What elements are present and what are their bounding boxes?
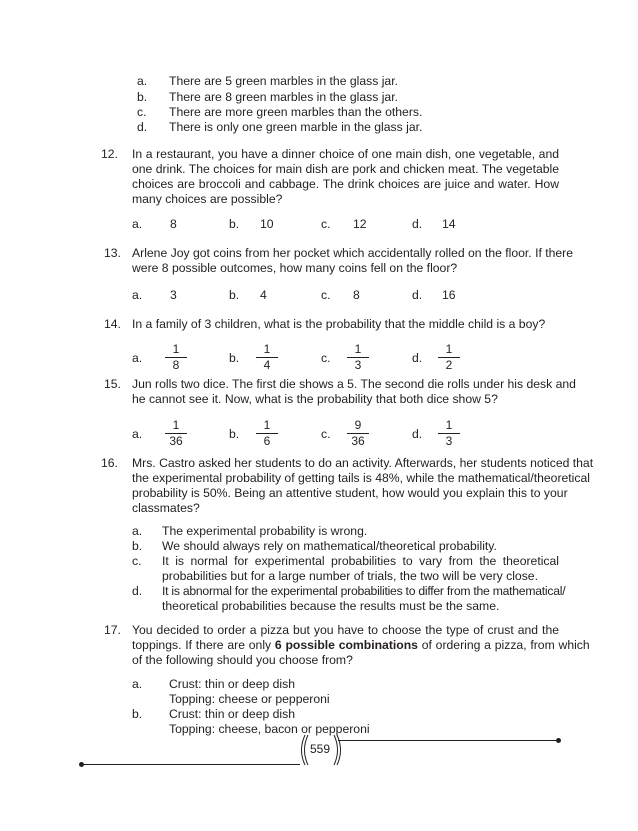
q16-option-d-line-2: theoretical probabilities because the results must be the same. (162, 599, 500, 613)
q14-option-a-denominator: 8 (172, 358, 180, 372)
q13-option-a-letter: a. (132, 288, 143, 302)
q11-option-c-text: There are more green marbles than the others. (169, 105, 423, 119)
q13-option-a-value: 3 (170, 288, 177, 302)
q17-line-3: of the following should you choose from? (132, 653, 353, 667)
q15-option-c-denominator: 36 (351, 434, 365, 448)
q15-option-a-numerator: 1 (165, 419, 187, 434)
q16-number: 16. (101, 456, 118, 470)
q13-option-b-letter: b. (229, 288, 240, 302)
q14-option-d-fraction (438, 343, 460, 372)
q16-option-c-line-2: probabilities but for a large number of trials, the two will be very close. (162, 569, 538, 583)
q15-option-a-denominator: 36 (169, 434, 183, 448)
q13-option-c-value: 8 (353, 288, 360, 302)
q12-line-4: many choices are possible? (132, 192, 283, 206)
footer-rule-right (338, 740, 558, 741)
q16-option-d-line-1: It is abnormal for the experimental probabilities to differ from the mathematical/ (162, 584, 566, 598)
q12-option-b-value: 10 (260, 217, 274, 231)
q15-option-b-numerator: 1 (256, 419, 278, 434)
q17-line-2-end: of ordering a pizza, from which (417, 638, 590, 652)
q16-option-b-letter: b. (132, 539, 143, 553)
q17-number: 17. (104, 623, 121, 637)
q12-line-2: one drink. The choices for main dish are pork and chicken meat. The vegetable (132, 162, 559, 176)
q16-option-c-line-1: It is normal for experimental probabilities to vary from the theoretical (162, 554, 559, 568)
q15-option-b-denominator: 6 (263, 434, 271, 448)
q15-number: 15. (104, 377, 121, 391)
q15-option-b-fraction (256, 419, 278, 448)
q16-line-1: Mrs. Castro asked her students to do an activity. Afterwards, her students noticed that (132, 456, 594, 470)
q17-option-a-crust: Crust: thin or deep dish (169, 677, 296, 691)
q11-option-b-text: There are 8 green marbles in the glass jar. (169, 90, 398, 104)
q17-option-a-letter: a. (132, 677, 143, 691)
q15-option-d-numerator: 1 (438, 419, 460, 434)
q15-line-1: Jun rolls two dice. The first die shows a 5. The second die rolls under his desk and (132, 377, 576, 391)
q13-number: 13. (104, 246, 121, 260)
q12-option-c-value: 12 (353, 217, 367, 231)
q17-line-2 (132, 638, 590, 653)
q12-option-b-letter: b. (229, 217, 240, 231)
q14-option-b-letter: b. (229, 351, 240, 365)
q12-line-1: In a restaurant, you have a dinner choice of one main dish, one vegetable, and (132, 147, 559, 161)
q16-line-4: classmates? (132, 501, 200, 515)
q15-option-a-letter: a. (132, 427, 143, 441)
q15-option-c-fraction (347, 419, 369, 448)
q11-option-a-letter: a. (137, 74, 148, 88)
q14-option-c-letter: c. (321, 351, 331, 365)
q12-option-c-letter: c. (321, 217, 331, 231)
q16-line-2: the experimental probability of getting tails is 48%, while the mathematical/theoretical (132, 471, 590, 485)
q16-option-a-letter: a. (132, 524, 143, 538)
q14-text: In a family of 3 children, what is the probability that the middle child is a boy? (132, 317, 546, 331)
q17-line-2-bold: 6 possible combinations (274, 638, 418, 652)
q14-option-a-fraction (165, 343, 187, 372)
q15-option-d-letter: d. (412, 427, 423, 441)
q15-option-d-fraction (438, 419, 460, 448)
q16-option-c-letter: c. (132, 554, 142, 568)
q12-number: 12. (101, 147, 118, 161)
q17-option-b-crust: Crust: thin or deep dish (169, 707, 296, 721)
q15-option-a-fraction (165, 419, 187, 448)
q17-line-2-start: toppings. If there are only (132, 638, 275, 652)
q11-option-b-letter: b. (137, 90, 148, 104)
q14-option-b-numerator: 1 (256, 343, 278, 358)
q12-option-d-letter: d. (412, 217, 423, 231)
q16-line-3: probability is 50%. Being an attentive student, how would you explain this to your (132, 486, 568, 500)
q13-line-2: were 8 possible outcomes, how many coins fell on the floor? (132, 261, 458, 275)
q11-option-d-letter: d. (137, 120, 148, 134)
q15-option-d-denominator: 3 (445, 434, 453, 448)
q16-option-b-line-1: We should always rely on mathematical/theoretical probability. (162, 539, 497, 553)
q12-option-a-value: 8 (170, 217, 177, 231)
q14-option-c-numerator: 1 (347, 343, 369, 358)
q17-option-b-letter: b. (132, 707, 143, 721)
q14-option-b-fraction (256, 343, 278, 372)
q15-line-2: he cannot see it. Now, what is the probability that both dice show 5? (132, 392, 498, 406)
q14-option-a-numerator: 1 (165, 343, 187, 358)
q14-option-b-denominator: 4 (263, 358, 271, 372)
q13-option-d-letter: d. (412, 288, 423, 302)
q17-line-1: You decided to order a pizza but you have to choose the type of crust and the (132, 623, 559, 637)
q12-option-a-letter: a. (132, 217, 143, 231)
q13-option-d-value: 16 (442, 288, 456, 302)
q15-option-c-numerator: 9 (347, 419, 369, 434)
q16-option-d-letter: d. (132, 584, 143, 598)
footer-dot-left (79, 762, 84, 767)
q15-option-b-letter: b. (229, 427, 240, 441)
q11-option-a-text: There are 5 green marbles in the glass jar. (169, 74, 398, 88)
q14-option-d-numerator: 1 (438, 343, 460, 358)
q14-option-d-denominator: 2 (445, 358, 453, 372)
footer-rule-left (82, 764, 300, 765)
q16-option-a-line-1: The experimental probability is wrong. (162, 524, 368, 538)
q11-option-c-letter: c. (137, 105, 147, 119)
q13-option-c-letter: c. (321, 288, 331, 302)
page-number: 559 (309, 742, 331, 756)
q11-option-d-text: There is only one green marble in the glass jar. (169, 120, 423, 134)
q15-option-c-letter: c. (321, 427, 331, 441)
q14-option-c-fraction (347, 343, 369, 372)
q14-option-c-denominator: 3 (354, 358, 362, 372)
q12-option-d-value: 14 (442, 217, 456, 231)
q17-option-b-topping: Topping: cheese, bacon or pepperoni (169, 722, 370, 736)
q14-option-a-letter: a. (132, 351, 143, 365)
q13-line-1: Arlene Joy got coins from her pocket which accidentally rolled on the floor. If there (132, 246, 574, 260)
q17-option-a-topping: Topping: cheese or pepperoni (169, 692, 330, 706)
q14-option-d-letter: d. (412, 351, 423, 365)
footer-dot-right (556, 738, 561, 743)
q12-line-3: choices are broccoli and cabbage. The drink choices are juice and water. How (132, 177, 559, 191)
q13-option-b-value: 4 (260, 288, 267, 302)
q14-number: 14. (104, 317, 121, 331)
